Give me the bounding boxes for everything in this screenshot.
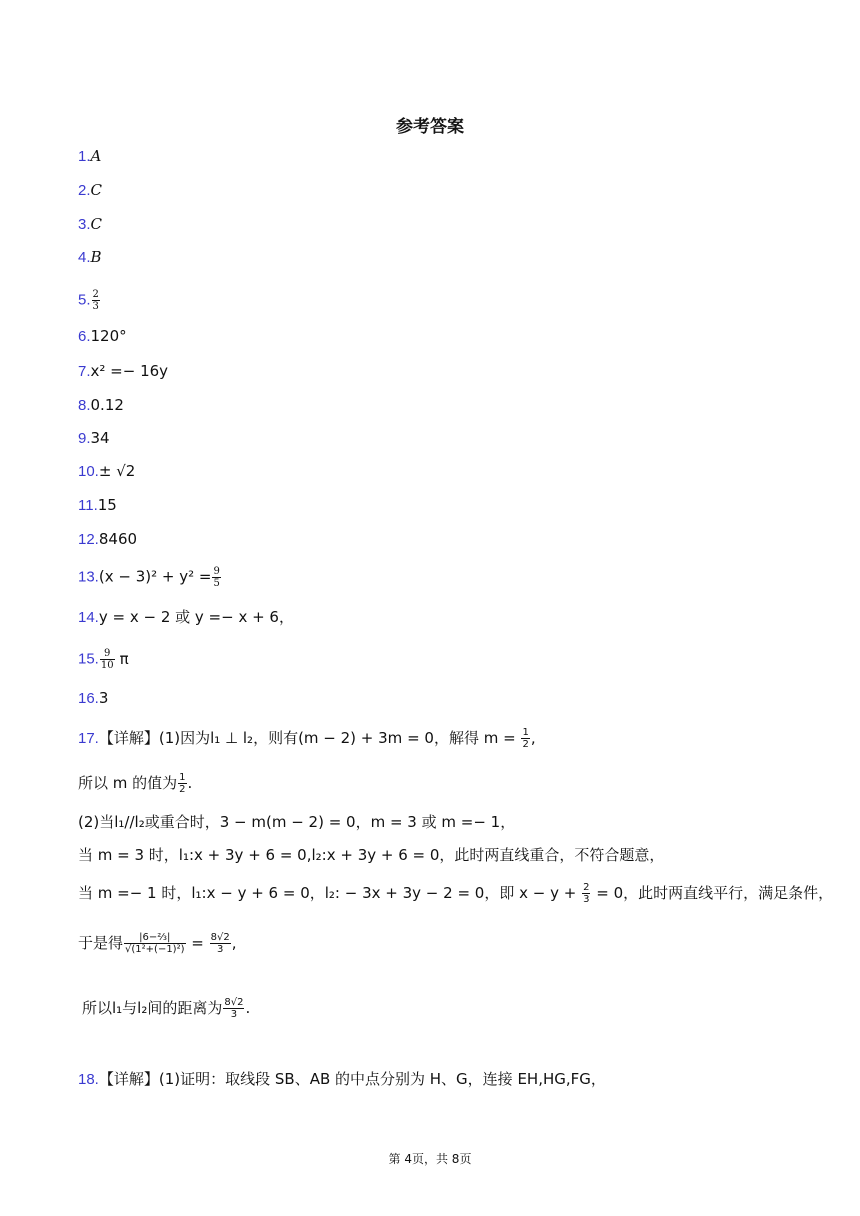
answer-item: [78, 688, 108, 709]
q17-line-1: 17.【详解】(1)因为l₁ ⊥ l₂，则有(m − 2) + 3m = 0，解得 m = $\frac{1}{2}$ ,: [78, 727, 536, 750]
q17-line-5: 当 m =− 1 时，l₁:x − y + 6 = 0，l₂: − 3x + 3y − 2 = 0，即 x − y + $\frac{2}{3}$ = 0，此时两直线平行，满足条件，: [78, 882, 834, 905]
answer-text: 15: [97, 496, 117, 514]
answer-number: 12.: [78, 531, 99, 548]
answer-item: [78, 214, 102, 235]
answer-number: 9.: [78, 430, 91, 447]
answer-item: [78, 566, 222, 589]
answer-text: 120°: [90, 327, 127, 345]
answer-item: [78, 607, 294, 628]
q18-number: 18.: [78, 1071, 99, 1088]
q18-line-1: [78, 1069, 606, 1090]
q17-line-3: (2)当l₁//l₂或重合时，3 − m(m − 2) = 0，m = 3 或 m =− 1，: [78, 813, 516, 831]
answer-suffix: π: [119, 649, 129, 668]
answer-item: [78, 395, 124, 416]
answer-text: B: [90, 248, 102, 266]
q17-line-6: 于是得 $\frac{\text{|6−⅔|}}{\text{√(1²+(−1)²)}}$ = $\frac{8√2}{3}$ ,: [78, 932, 237, 955]
q17-line-7: 所以l₁与l₂间的距离为 $\frac{8√2}{3}$ .: [82, 997, 251, 1020]
answer-text: A: [90, 147, 102, 165]
answer-item: [78, 529, 137, 550]
answer-number: 13.: [78, 568, 99, 586]
answer-number: 15.: [78, 650, 99, 668]
answer-text: C: [90, 181, 102, 199]
fraction: $\frac{2}{3}$: [583, 882, 590, 905]
answer-text: 8460: [98, 530, 138, 548]
answer-number: 1.: [78, 148, 91, 165]
answer-item: [78, 361, 168, 382]
answer-item: [78, 495, 117, 516]
answer-item: [78, 461, 135, 482]
page-footer: 第 4页，共 8页: [388, 1152, 472, 1166]
fraction: $\frac{1}{2}$: [179, 772, 186, 795]
q18-text-1: 【详解】(1)证明：取线段 SB、AB 的中点分别为 H、G，连接 EH,HG,FG，: [98, 1070, 606, 1088]
distance-fraction: $\frac{\text{|6−⅔|}}{\text{√(1²+(−1)²)}}$: [125, 932, 185, 955]
answer-item: [78, 289, 101, 312]
answer-number: 6.: [78, 328, 91, 345]
answer-number: 3.: [78, 216, 91, 233]
answer-text: x² =− 16y: [90, 362, 169, 380]
answer-number: 2.: [78, 182, 91, 199]
answer-fraction: $\frac{9}{5}$: [213, 566, 220, 589]
answer-number: 4.: [78, 249, 91, 266]
answer-number: 7.: [78, 363, 91, 380]
q17-text-7: 所以l₁与l₂间的距离为: [82, 999, 223, 1017]
answer-item: [78, 326, 127, 347]
answer-text: y = x − 2 或 y =− x + 6，: [98, 608, 294, 626]
answer-number: 5.: [78, 291, 91, 309]
answer-item: [78, 180, 102, 201]
q17-text-5: 当 m =− 1 时，l₁:x − y + 6 = 0，l₂: − 3x + 3y − 2 = 0，即 x − y +: [78, 884, 577, 902]
answer-text: ± √2: [98, 462, 136, 480]
answer-number: 11.: [78, 497, 98, 514]
answer-number: 14.: [78, 609, 99, 626]
q17-number: 17.: [78, 730, 99, 747]
fraction: $\frac{8√2}{3}$: [210, 932, 230, 955]
page-title: 参考答案: [396, 117, 464, 137]
answer-text: 34: [90, 429, 110, 447]
q17-text-1: 【详解】(1)因为l₁ ⊥ l₂，则有(m − 2) + 3m = 0，解得 m =: [98, 729, 516, 747]
answer-number: 10.: [78, 463, 99, 480]
fraction: $\frac{1}{2}$: [522, 727, 529, 750]
answer-number: 16.: [78, 690, 99, 707]
answer-fraction: $\frac{9}{10}$: [100, 648, 114, 671]
answer-fraction: $\frac{2}{3}$: [92, 289, 99, 312]
answer-text: 3: [98, 689, 109, 707]
answer-text: 0.12: [90, 396, 124, 414]
answer-number: 8.: [78, 397, 91, 414]
answer-text: (x − 3)² + y² =: [98, 567, 212, 586]
q17-line-2: 所以 m 的值为 $\frac{1}{2}$ .: [78, 772, 193, 795]
fraction: $\frac{8√2}{3}$: [224, 997, 244, 1020]
answer-item: [78, 648, 129, 671]
answer-item: [78, 428, 110, 449]
answer-text: C: [90, 215, 102, 233]
q17-text-2: 所以 m 的值为: [78, 774, 178, 792]
answer-item: [78, 247, 102, 268]
q17-line-4: 当 m = 3 时，l₁:x + 3y + 6 = 0,l₂:x + 3y + 6 = 0，此时两直线重合，不符合题意，: [78, 846, 665, 864]
q17-text-6: 于是得: [78, 934, 124, 952]
answer-item: [78, 146, 101, 167]
